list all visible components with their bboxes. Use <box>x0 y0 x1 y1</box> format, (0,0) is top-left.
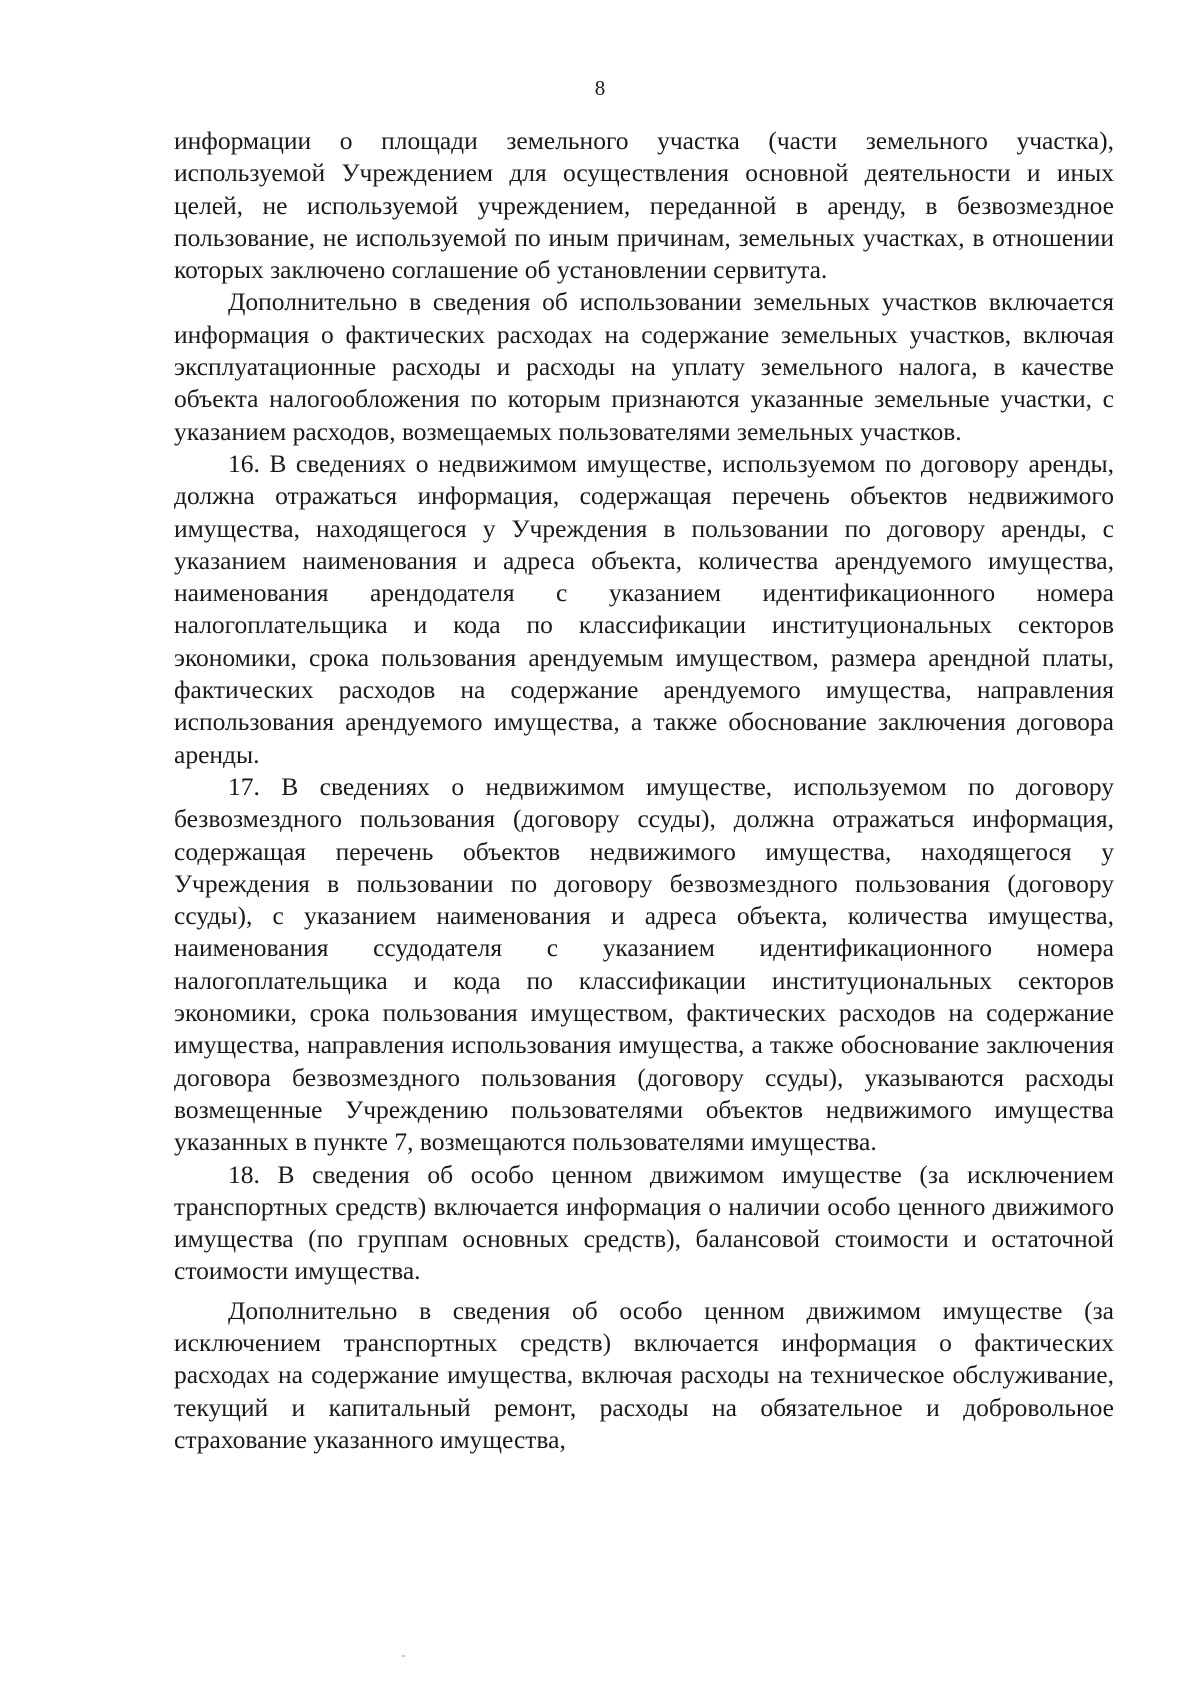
paragraph-land-plot-continuation: информации о площади земельного участка (части земельного участка), используемой Учреждением для осуществления основной деятельности и иных целей, не используемой учреждением, переданной в аренду, в безвозмездное пользование, не используемой по иным причинам, земельных участках, в отношении которых заключено соглашение об установлении сервитута. <box>174 126 1114 285</box>
scan-artifact <box>402 1655 405 1657</box>
paragraph-16-lease: 16. В сведениях о недвижимом имуществе, используемом по договору аренды, должна отражаться информация, содержащая перечень объектов недвижимого имущества, находящегося у Учреждения в пользовании по договору аренды, с указанием наименования и адреса объекта, количества арендуемого имущества, наименования арендодателя с указанием идентификационного номера налогоплательщика и кода по классификации институциональных секторов экономики, срока пользования арендуемым имуществом, размера арендной платы, фактических расходов на содержание арендуемого имущества, направления использования арендуемого имущества, а также обоснование заключения договора аренды. <box>174 448 1114 769</box>
paragraph-movable-property-expenses: Дополнительно в сведения об особо ценном движимом имуществе (за исключением транспортных средств) включается информация о фактических расходах на содержание имущества, включая расходы на техническое обслуживание, текущий и капитальный ремонт, расходы на обязательное и добровольное страхование указанного имущества, <box>174 1295 1114 1454</box>
document-body <box>174 125 1114 1456</box>
paragraph-18-movable-property: 18. В сведения об особо ценном движимом имуществе (за исключением транспортных средств) включается информация о наличии особо ценного движимого имущества (по группам основных средств), балансовой стоимости и остаточной стоимости имущества. <box>174 1159 1114 1286</box>
page-number: 8 <box>594 76 606 100</box>
paragraph-land-plot-expenses: Дополнительно в сведения об использовании земельных участков включается информация о фактических расходах на содержание земельных участков, включая эксплуатационные расходы и расходы на уплату земельного налога, в качестве объекта налогообложения по которым признаются указанные земельные участки, с указанием расходов, возмещаемых пользователями земельных участков. <box>174 287 1114 446</box>
paragraph-17-free-use: 17. В сведениях о недвижимом имуществе, используемом по договору безвозмездного пользования (договору ссуды), должна отражаться информация, содержащая перечень объектов недвижимого имущества, находящегося у Учреждения в пользовании по договору безвозмездного пользования (договору ссуды), с указанием наименования и адреса объекта, количества имущества, наименования ссудодателя с указанием идентификационного номера налогоплательщика и кода по классификации институциональных секторов экономики, срока пользования имуществом, фактических расходов на содержание имущества, направления использования имущества, а также обоснование заключения договора безвозмездного пользования (договору ссуды), указываются расходы возмещенные Учреждению пользователями объектов недвижимого имущества указанных в пункте 7, возмещаются пользователями имущества. <box>174 771 1114 1157</box>
